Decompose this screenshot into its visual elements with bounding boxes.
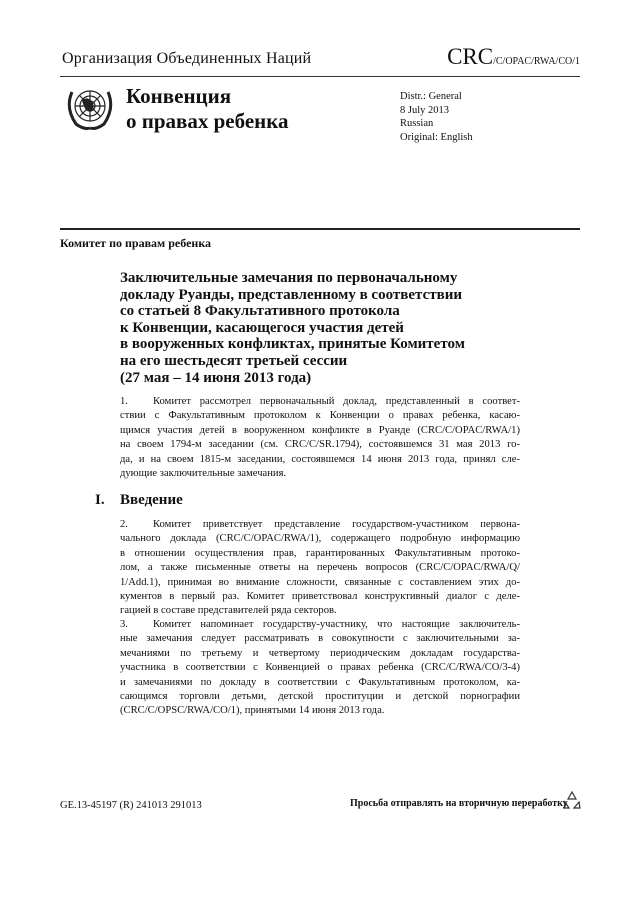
title-line: на его шестьдесят третьей сессии [120, 352, 348, 369]
paragraph-line: участника в соответствии с Конвенцией о правах ребенка (CRC/C/RWA/CO/3-4) [120, 662, 520, 674]
committee-name: Комитет по правам ребенка [60, 236, 212, 250]
language: Russian [400, 118, 434, 129]
recycle-text: Просьба отправлять на вторичную переработку [350, 798, 568, 809]
title-line: в вооруженных конфликтах, принятые Комитетом [120, 336, 465, 353]
paragraph-2 [120, 518, 520, 619]
date: 8 July 2013 [400, 104, 450, 116]
paragraph-text: Комитет рассмотрел первоначальный доклад, представленный в соответ- [153, 396, 520, 407]
paragraph-line: 1/Add.1), принимая во внимание сложности, связанные с составлением этих до- [120, 576, 520, 588]
paragraph-line: кументов в первый раз. Комитет приветствовал конструктивный диалог с деле- [120, 591, 520, 603]
paragraph-line: лом, а также письменные ответы на перечень вопросов (CRC/C/OPAC/RWA/Q/ [120, 562, 520, 574]
paragraph-text: Комитет напоминает государству-участнику, что настоящие заключитель- [153, 619, 520, 630]
title-line: к Конвенции, касающегося участия детей [120, 319, 404, 336]
symbol-main: CRC [447, 44, 494, 69]
body-title-line: о правах ребенка [126, 109, 289, 133]
title-line: (27 мая – 14 июня 2013 года) [120, 369, 312, 386]
paragraph-3 [120, 618, 520, 719]
paragraph-line: в отношении осуществления прав, гарантированных Факультативным протоко- [120, 547, 520, 559]
recycle-icon [562, 790, 582, 810]
symbol-suffix: /C/OPAC/RWA/CO/1 [493, 56, 580, 67]
paragraph-line: щимся участия детей в вооруженном конфликте в Руанде (CRC/C/OPAC/RWA/1) [120, 424, 520, 436]
job-number: GE.13-45197 (R) 241013 291013 [60, 800, 202, 811]
title-line: со статьей 8 Факультативного протокола [120, 303, 400, 320]
paragraph-line: сающимся торговли детьми, детской проституции и детской порнографии [120, 691, 520, 703]
paragraph-line [120, 518, 520, 532]
paragraph-line: ствии с Факультативным протоколом к Конвенции о правах ребенка, касаю- [120, 410, 520, 422]
document-metadata [400, 90, 473, 144]
paragraph-line [120, 618, 520, 632]
paragraph-line: ные замечания следует рассматривать в совокупности с заключительными за- [120, 633, 520, 645]
paragraph-line: и замечаниями по докладу в соответствии с Факультативным протоколом, ка- [120, 676, 520, 688]
paragraph-line: гацией в составе представителей ряда секторов. [120, 605, 337, 617]
body-title [126, 84, 289, 134]
un-emblem-icon [62, 82, 118, 132]
section-number: I. [95, 492, 105, 508]
paragraph-line: на своем 1794-м заседании (см. CRC/C/SR.1794), состоявшемся 31 мая 2013 го- [120, 439, 520, 451]
section-title: Введение [120, 492, 183, 508]
paragraph-line [120, 395, 520, 409]
original-language: Original: English [400, 131, 473, 143]
paragraph-line: чального доклада (CRC/C/OPAC/RWA/1), содержащего подробную информацию [120, 533, 520, 545]
paragraph-1 [120, 395, 520, 481]
paragraph-line: да, и на своем 1815-м заседании, состоявшемся 14 июня 2013 года, принял сле- [120, 453, 520, 465]
paragraph-line: мечаниями по третьему и четвертому периодическим докладам государства- [120, 647, 520, 659]
body-title-line: Конвенция [126, 84, 232, 108]
paragraph-line: дующие заключительные замечания. [120, 468, 287, 480]
header-rule [60, 76, 580, 77]
title-line: Заключительные замечания по первоначальному [120, 270, 458, 286]
distribution: Distr.: General [400, 91, 462, 102]
document-title [120, 270, 520, 386]
paragraph-number: 1. [120, 396, 128, 407]
paragraph-line: (CRC/C/OPSC/RWA/CO/1), принятыми 14 июня 2013 года. [120, 705, 385, 717]
title-line: докладу Руанды, представленному в соответствии [120, 286, 462, 303]
paragraph-number: 3. [120, 619, 128, 630]
organization-name: Организация Объединенных Наций [62, 50, 312, 67]
thick-rule [60, 228, 580, 230]
paragraph-text: Комитет приветствует представление государством-участником первона- [153, 519, 520, 530]
paragraph-number: 2. [120, 519, 128, 530]
document-symbol [447, 44, 580, 70]
